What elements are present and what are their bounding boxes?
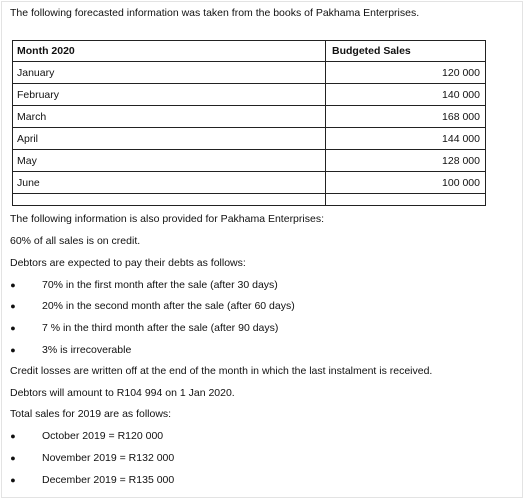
sales-cell: 144 000 <box>326 128 486 150</box>
debtors-amount-text: Debtors will amount to R104 994 on 1 Jan 2020. <box>10 387 235 399</box>
sales-cell: 140 000 <box>326 84 486 106</box>
table-row <box>13 172 486 194</box>
intro-text: The following forecasted information was taken from the books of Pakhama Enterprises. <box>10 7 420 19</box>
bullet-icon: ● <box>10 475 16 485</box>
credit-losses-text: Credit losses are written off at the end of the month in which the last instalment is received. <box>10 365 433 377</box>
bullet-icon: ● <box>10 431 16 441</box>
month-cell: March <box>13 106 326 128</box>
bullet-icon: ● <box>10 301 16 311</box>
table-row <box>13 84 486 106</box>
payment-term-item: 3% is irrecoverable <box>42 344 132 356</box>
sales-cell: 100 000 <box>326 172 486 194</box>
bullet-icon: ● <box>10 453 16 463</box>
month-cell: June <box>13 172 326 194</box>
table-row <box>13 62 486 84</box>
payment-term-item: 70% in the first month after the sale (after 30 days) <box>42 279 278 291</box>
total-sales-intro-text: Total sales for 2019 are as follows: <box>10 408 172 420</box>
table-row <box>13 128 486 150</box>
month-cell: January <box>13 62 326 84</box>
credit-sales-text: 60% of all sales is on credit. <box>10 235 141 247</box>
debtors-intro-text: Debtors are expected to pay their debts as follows: <box>10 257 246 269</box>
budgeted-sales-table <box>12 40 486 206</box>
month-cell: May <box>13 150 326 172</box>
sales-2019-item: November 2019 = R132 000 <box>42 452 175 464</box>
month-column-header: Month 2020 <box>13 41 326 62</box>
table-row <box>13 150 486 172</box>
table-row <box>13 106 486 128</box>
empty-cell <box>326 194 486 206</box>
bullet-icon: ● <box>10 323 16 333</box>
sales-2019-item: December 2019 = R135 000 <box>42 474 175 486</box>
sales-2019-item: October 2019 = R120 000 <box>42 430 164 442</box>
sales-cell: 128 000 <box>326 150 486 172</box>
info-heading: The following information is also provided for Pakhama Enterprises: <box>10 213 324 225</box>
bullet-icon: ● <box>10 280 16 290</box>
empty-cell <box>13 194 326 206</box>
month-cell: April <box>13 128 326 150</box>
table-spacer-row <box>13 194 486 206</box>
payment-term-item: 20% in the second month after the sale (after 60 days) <box>42 300 295 312</box>
sales-column-header: Budgeted Sales <box>326 41 486 62</box>
payment-term-item: 7 % in the third month after the sale (after 90 days) <box>42 322 279 334</box>
bullet-icon: ● <box>10 345 16 355</box>
table-header-row <box>13 41 486 62</box>
month-cell: February <box>13 84 326 106</box>
sales-cell: 168 000 <box>326 106 486 128</box>
sales-cell: 120 000 <box>326 62 486 84</box>
